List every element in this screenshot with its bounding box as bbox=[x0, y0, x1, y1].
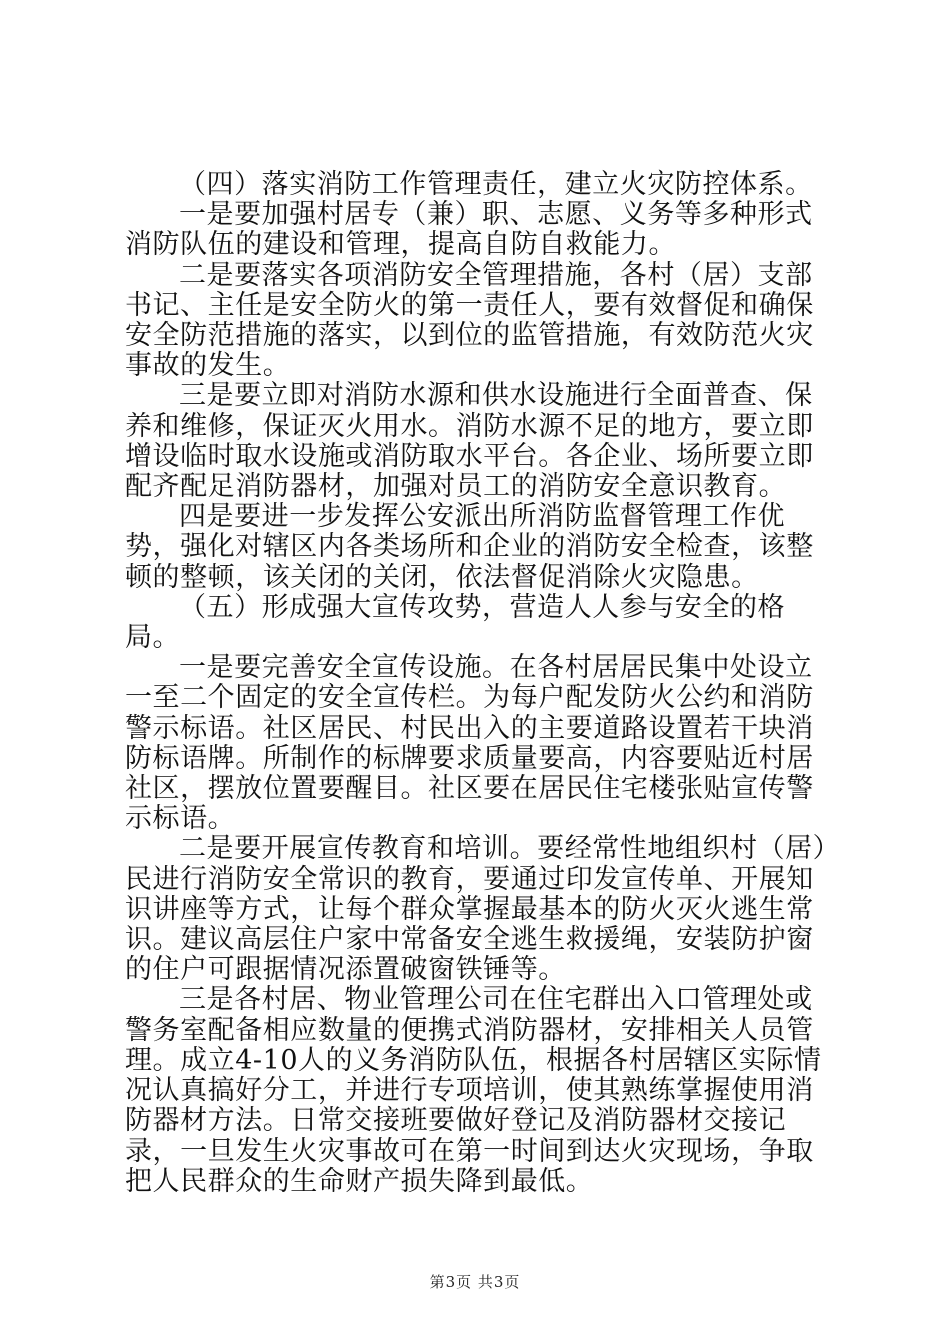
paragraph: 二是要落实各项消防安全管理措施，各村（居）支部书记、主任是安全防火的第一责任人，要有效督促和确保安全防范措施的落实，以到位的监管措施，有效防范火灾事故的发生。 bbox=[125, 259, 814, 382]
paragraph: 三是要立即对消防水源和供水设施进行全面普查、保养和维修，保证灭火用水。消防水源不足的地方，要立即增设临时取水设施或消防取水平台。各企业、场所要立即配齐配足消防器材，加强对员工的消防安全意识教育。 bbox=[125, 380, 814, 503]
section-heading-four: （四）落实消防工作管理责任，建立火灾防控体系。 bbox=[179, 169, 813, 200]
section-heading-five: （五）形成强大宣传攻势，营造人人参与安全的格局。 bbox=[125, 591, 786, 654]
page-number-footer: 第3页 共3页 bbox=[429, 1273, 521, 1291]
paragraph: 四是要进一步发挥公安派出所消防监督管理工作优势，强化对辖区内各类场所和企业的消防安全检查，该整顿的整顿，该关闭的关闭，依法督促消除火灾隐患。 bbox=[125, 501, 814, 593]
paragraph: 三是各村居、物业管理公司在住宅群出入口管理处或警务室配备相应数量的便携式消防器材，安排相关人员管理。成立4-10人的义务消防队伍，根据各村居辖区实际情况认真搞好分工，并进行专项培训，使其熟练掌握使用消防器材方法。日常交接班要做好登记及消防器材交接记录，一旦发生火灾事故可在第一时间到达火灾现场，争取把人民群众的生命财产损失降到最低。 bbox=[125, 984, 822, 1197]
paragraph: 二是要开展宣传教育和培训。要经常性地组织村（居）民进行消防安全常识的教育，要通过印发宣传单、开展知识讲座等方式，让每个群众掌握最基本的防火灭火逃生常识。建议高层住户家中常备安全逃生救援绳，安装防护窗的住户可跟据情况添置破窗铁锤等。 bbox=[125, 833, 827, 986]
paragraph: 一是要完善安全宣传设施。在各村居居民集中处设立一至二个固定的安全宣传栏。为每户配发防火公约和消防警示标语。社区居民、村民出入的主要道路设置若干块消防标语牌。所制作的标牌要求质量要高，内容要贴近村居社区，摆放位置要醒目。社区要在居民住宅楼张贴宣传警示标语。 bbox=[125, 652, 814, 835]
paragraph: 一是要加强村居专（兼）职、志愿、义务等多种形式消防队伍的建设和管理，提高自防自救能力。 bbox=[125, 199, 813, 261]
document-body bbox=[125, 170, 837, 1197]
